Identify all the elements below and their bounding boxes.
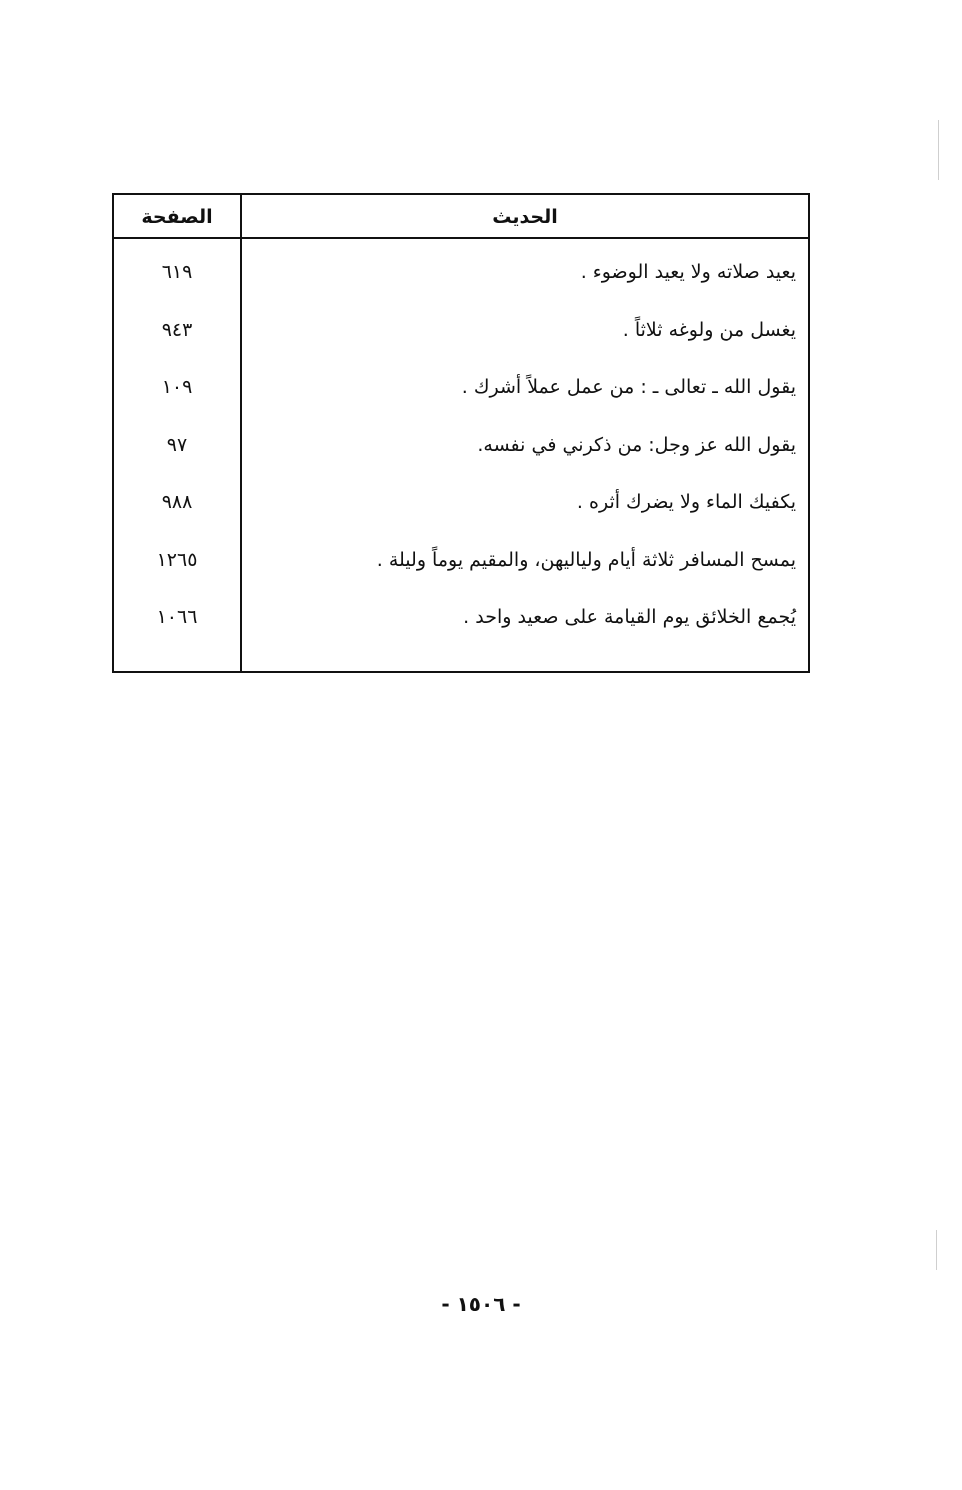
page-ref: ٩٤٣ (161, 318, 193, 341)
page-ref: ١٠٩ (161, 376, 193, 398)
table-row (114, 243, 808, 301)
header-rule (114, 237, 808, 239)
table-body (114, 243, 808, 646)
scan-edge-mark (936, 1230, 937, 1270)
header-hadith: الحديث (492, 206, 558, 228)
table-row (114, 531, 808, 589)
hadith-text: يعيد صلاته ولا يعيد الوضوء . (580, 261, 796, 283)
page-ref: ٦١٩ (161, 261, 193, 283)
table-row (114, 301, 808, 359)
page-number: - ١٥٠٦ - (441, 1292, 521, 1316)
page-ref: ١٠٦٦ (156, 606, 198, 628)
scan-edge-mark (938, 120, 939, 180)
hadith-text: يقول الله عز وجل: من ذكرني في نفسه. (477, 433, 796, 456)
hadith-text: يقول الله ـ تعالى ـ : من عمل عملاً أشرك . (461, 376, 796, 398)
table-row (114, 588, 808, 646)
page-ref: ١٢٦٥ (156, 548, 198, 571)
header-page: الصفحة (141, 206, 213, 228)
page-ref: ٩٨٨ (161, 491, 193, 513)
hadith-text: يكفيك الماء ولا يضرك أثره . (576, 491, 796, 513)
hadith-text: يغسل من ولوغه ثلاثاً . (622, 318, 796, 341)
page-ref: ٩٧ (166, 433, 188, 456)
table-row (114, 358, 808, 416)
hadith-index-table (112, 193, 810, 673)
hadith-text: يمسح المسافر ثلاثة أيام ولياليهن، والمقيم يوماً وليلة . (376, 548, 796, 571)
table-row (114, 416, 808, 474)
table-row (114, 473, 808, 531)
hadith-text: يُجمع الخلائق يوم القيامة على صعيد واحد . (463, 606, 796, 628)
